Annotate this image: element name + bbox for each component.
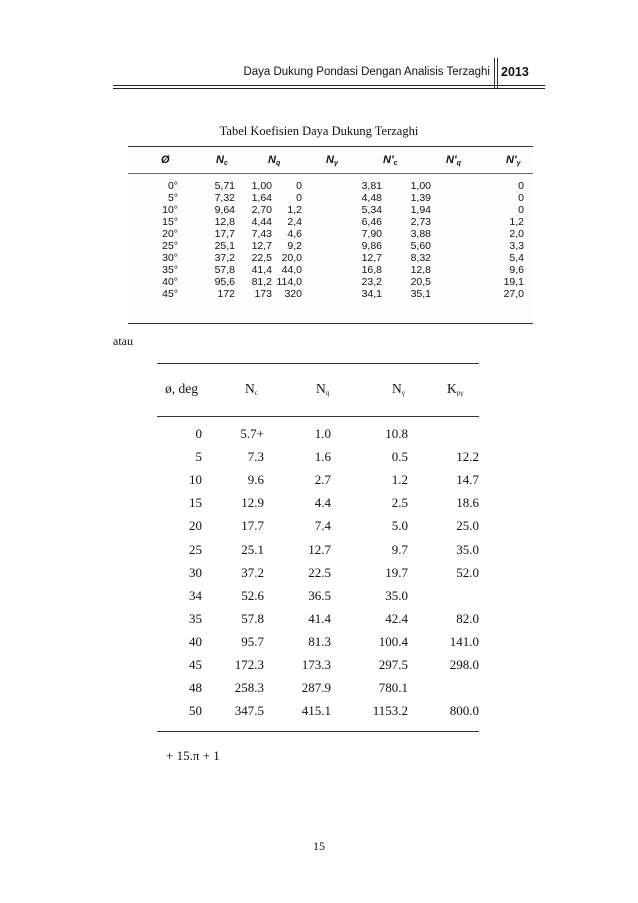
table-cell: 25°: [162, 240, 178, 252]
table-cell: 16,8: [361, 264, 382, 276]
table-cell: 44,0: [281, 264, 302, 276]
header-symbol: N: [245, 381, 255, 396]
header-divider: [494, 58, 495, 88]
table-cell: 20,5: [410, 276, 431, 288]
column-header: [245, 381, 258, 397]
header-rule: [113, 85, 545, 86]
table-cell: 8,32: [410, 252, 431, 264]
header-symbol: N: [216, 154, 224, 166]
table-cell: 3,3: [509, 240, 524, 252]
table-cell: 50: [189, 703, 202, 719]
table-cell: 12,8: [214, 216, 235, 228]
table-cell: 19,1: [503, 276, 524, 288]
table-cell: 1,2: [287, 204, 302, 216]
header-symbol: ø, deg: [165, 381, 198, 396]
table-cell: 5°: [167, 192, 178, 204]
table-cell: 298.0: [449, 657, 479, 672]
table-cell: 172: [217, 288, 235, 300]
table-cell: 14.7: [456, 472, 479, 488]
table-cell: 36.5: [308, 587, 331, 603]
table-cell: 7.3: [247, 449, 264, 465]
table-cell: 4.4: [314, 495, 331, 511]
table-cell: 1,94: [410, 204, 431, 216]
table-cell: 1.2: [391, 472, 408, 488]
header-subscript: pγ: [456, 389, 464, 397]
header-symbol: N: [326, 154, 334, 166]
table-cell: 10.8: [385, 426, 408, 441]
table-cell: 25,1: [214, 240, 235, 252]
table-cell: 347.5: [234, 703, 264, 719]
table-cell: 10: [189, 472, 202, 488]
table-cell: 17,7: [214, 228, 235, 240]
header-subscript: q: [275, 160, 281, 167]
table-cell: 22.5: [308, 564, 331, 580]
table-cell: 45°: [162, 288, 178, 300]
table-cell: 5,34: [361, 204, 382, 216]
table-cell: 5: [195, 449, 202, 465]
table-cell: 0: [518, 204, 524, 216]
table-cell: 23,2: [361, 276, 382, 288]
table-cell: 12,7: [361, 252, 382, 264]
column-header: [165, 381, 198, 397]
column-header: [383, 154, 397, 167]
table-cell: 25.1: [241, 541, 264, 557]
table-cell: 0: [195, 426, 202, 441]
table-cell: 415.1: [301, 703, 331, 719]
header-symbol: N: [268, 154, 276, 166]
table-cell: 35,1: [410, 288, 431, 300]
table-cell: 95,6: [214, 276, 235, 288]
table-cell: 7,32: [214, 192, 235, 204]
table-cell: 5,71: [214, 180, 235, 192]
table-cell: 0°: [167, 180, 178, 192]
table-cell: 25.0: [456, 518, 479, 534]
table-cell: 34: [189, 587, 202, 603]
table-cell: 4,44: [251, 216, 272, 228]
table-cell: 114,0: [276, 276, 302, 288]
table-cell: 5,4: [509, 252, 524, 264]
table-cell: 82.0: [456, 610, 479, 626]
table-cell: 95.7: [241, 633, 264, 649]
table-cell: 780.1: [378, 680, 408, 696]
column-header: [326, 154, 338, 167]
separator-text: atau: [113, 334, 133, 348]
table-header-rule: [128, 173, 533, 174]
header-subscript: γ: [333, 160, 338, 167]
table-cell: 1.0: [314, 426, 331, 441]
table-cell: 1,39: [410, 192, 431, 204]
table-cell: 12.9: [241, 495, 264, 511]
table-cell: 0.5: [391, 449, 408, 465]
table-cell: 2,73: [410, 216, 431, 228]
header-subscript: γ: [516, 160, 521, 167]
table-cell: 30°: [162, 252, 178, 264]
table-cell: 22,5: [251, 252, 272, 264]
table-cell: 6,46: [361, 216, 382, 228]
table-cell: 287.9: [301, 680, 331, 696]
table-cell: 2,70: [251, 204, 272, 216]
table-cell: 173: [254, 288, 272, 300]
table-cell: 41,4: [251, 264, 272, 276]
table-cell: 172.3: [234, 657, 264, 672]
header-symbol: Ø: [161, 154, 170, 166]
column-header: [447, 381, 463, 397]
table-cell: 81.3: [308, 633, 331, 649]
table-cell: 12,8: [410, 264, 431, 276]
table-cell: 5.7+: [240, 426, 264, 441]
table-cell: 100.4: [378, 633, 408, 649]
header-title: Daya Dukung Pondasi Dengan Analisis Terzaghi: [243, 66, 490, 78]
table-cell: 37.2: [241, 564, 264, 580]
table-cell: 2,4: [287, 216, 302, 228]
table-caption: Tabel Koefisien Daya Dukung Terzaghi: [219, 124, 419, 138]
table-cell: 41.4: [308, 610, 331, 626]
table-cell: 15: [189, 495, 202, 511]
column-header: [392, 381, 405, 397]
table-cell: 9,6: [509, 264, 524, 276]
table-cell: 0: [518, 180, 524, 192]
table-top-rule: [157, 363, 479, 364]
table-cell: 35.0: [385, 587, 408, 603]
table-cell: 1,2: [509, 216, 524, 228]
table-cell: 7.4: [314, 518, 331, 534]
table-cell: 35°: [162, 264, 178, 276]
header-subscript: q: [456, 160, 461, 167]
table-cell: 7,43: [251, 228, 272, 240]
header-symbol: N: [316, 381, 326, 396]
table-cell: 4,48: [361, 192, 382, 204]
table-cell: 320: [284, 288, 302, 300]
column-header: [506, 154, 520, 167]
header-subscript: c: [393, 160, 398, 167]
column-header: [316, 381, 329, 397]
table-cell: 18.6: [456, 495, 479, 511]
table-cell: 3,81: [361, 180, 382, 192]
table-cell: 12.7: [308, 541, 331, 557]
header-symbol: N': [383, 154, 394, 166]
header-subscript: q: [325, 389, 330, 397]
header-rule: [113, 88, 545, 89]
column-header: [268, 154, 280, 167]
table-cell: 297.5: [378, 657, 408, 672]
table-cell: 37,2: [214, 252, 235, 264]
table-cell: 48: [189, 680, 202, 696]
table-cell: 52.0: [456, 564, 479, 580]
table-cell: 0: [518, 192, 524, 204]
table-cell: 40°: [162, 276, 178, 288]
table-cell: 34,1: [361, 288, 382, 300]
table-cell: 42.4: [385, 610, 408, 626]
table-cell: 1,00: [251, 180, 272, 192]
table-cell: 20°: [162, 228, 178, 240]
table-cell: 9,64: [214, 204, 235, 216]
table-cell: 4,6: [287, 228, 302, 240]
table-cell: 19.7: [385, 564, 408, 580]
table-cell: 57,8: [214, 264, 235, 276]
table-bottom-rule: [157, 731, 479, 732]
coefficient-table-scanned: [128, 146, 533, 324]
table-cell: 12,7: [251, 240, 272, 252]
table-cell: 2.5: [391, 495, 408, 511]
column-header: [216, 154, 228, 167]
table-cell: 12.2: [456, 449, 479, 465]
table-cell: 9.7: [391, 541, 408, 557]
table-cell: 35: [189, 610, 202, 626]
page-number: 15: [313, 839, 325, 853]
table-cell: 52.6: [241, 587, 264, 603]
table-cell: 27,0: [503, 288, 524, 300]
table-cell: 173.3: [301, 657, 331, 672]
header-symbol: N: [392, 381, 402, 396]
table-cell: 258.3: [234, 680, 264, 696]
table-cell: 5,60: [410, 240, 431, 252]
table-cell: 35.0: [456, 541, 479, 557]
table-cell: 5.0: [391, 518, 408, 534]
table-cell: 40: [189, 633, 202, 649]
table-cell: 1,64: [251, 192, 272, 204]
column-header: [446, 154, 461, 167]
table-cell: 0: [296, 192, 302, 204]
header-subscript: c: [254, 389, 258, 397]
table-cell: 1.6: [314, 449, 331, 465]
header-symbol: N': [446, 154, 457, 166]
table-header-rule: [157, 416, 479, 417]
table-cell: 57.8: [241, 610, 264, 626]
table-cell: 20: [189, 518, 202, 534]
table-cell: 1,00: [410, 180, 431, 192]
table-cell: 20,0: [281, 252, 302, 264]
table-cell: 9,86: [361, 240, 382, 252]
table-cell: 2,0: [509, 228, 524, 240]
table-cell: 25: [189, 541, 202, 557]
table-cell: 10°: [162, 204, 178, 216]
header-symbol: N': [506, 154, 517, 166]
table-cell: 45: [189, 657, 202, 672]
table-cell: 3,88: [410, 228, 431, 240]
table-cell: 2.7: [314, 472, 331, 488]
header-subscript: c: [223, 160, 228, 167]
header-year: 2013: [501, 65, 529, 79]
table-cell: 800.0: [449, 703, 479, 719]
page-header: [0, 0, 638, 95]
table-cell: 141.0: [449, 633, 479, 649]
table-cell: 1153.2: [372, 703, 408, 719]
table-cell: 30: [189, 564, 202, 580]
table-cell: 7,90: [361, 228, 382, 240]
header-subscript: γ: [401, 389, 405, 397]
table-cell: 17.7: [241, 518, 264, 534]
table-cell: 9,2: [287, 240, 302, 252]
table-cell: 0: [296, 180, 302, 192]
header-symbol: K: [447, 381, 457, 396]
table-cell: 81,2: [251, 276, 272, 288]
table-footnote: + 15.π + 1: [166, 748, 220, 763]
table-cell: 15°: [162, 216, 178, 228]
column-header: [161, 154, 170, 166]
table-cell: 9.6: [247, 472, 264, 488]
header-divider: [497, 58, 498, 88]
